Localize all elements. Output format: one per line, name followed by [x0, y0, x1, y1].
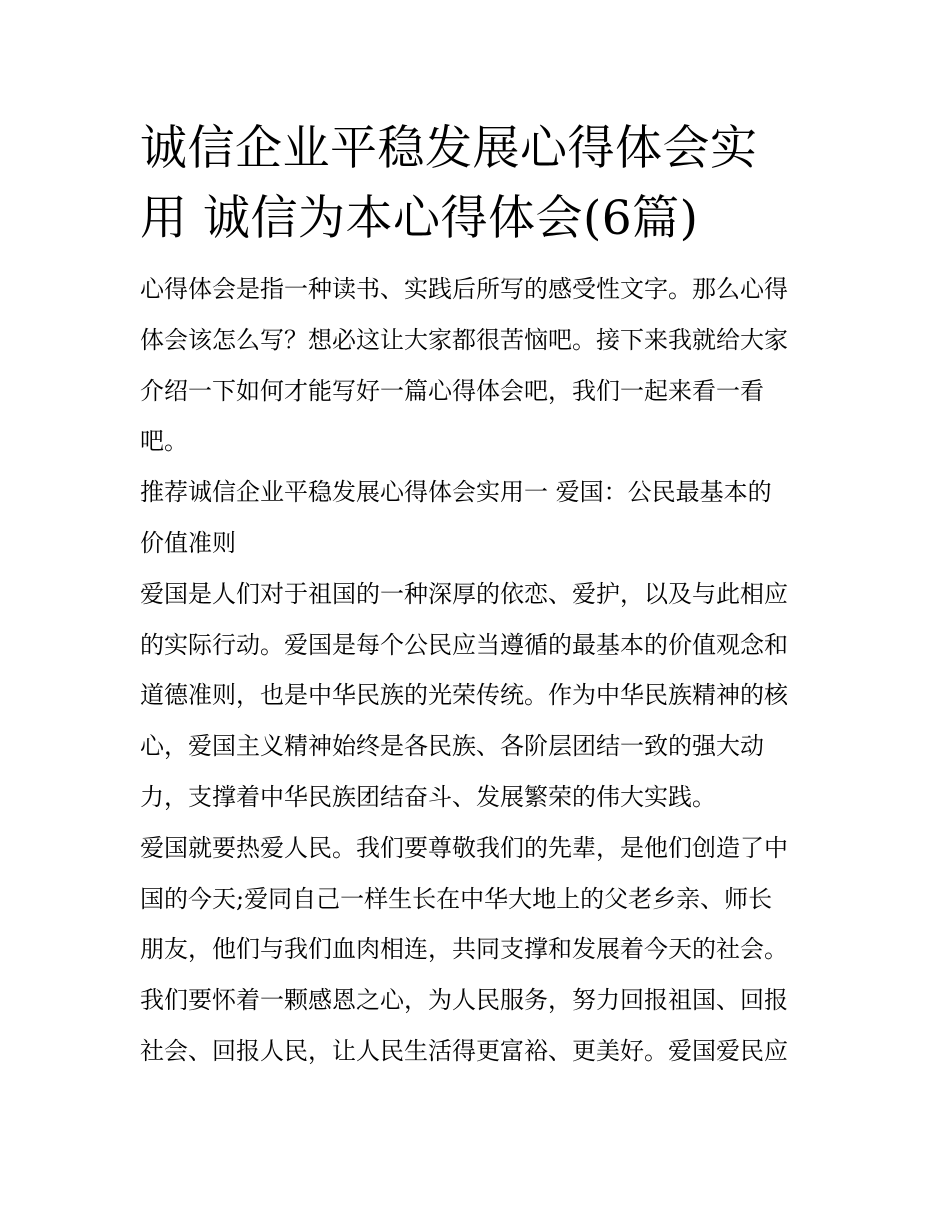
document-body — [140, 114, 812, 1077]
document-title: 诚信企业平稳发展心得体会实 用 诚信为本心得体会(6篇) — [140, 121, 758, 246]
body-paragraph: 爱国就要热爱人民。我们要尊敬我们的先辈，是他们创造了中 国的今天;爱同自己一样生长在中华大地上的父老乡亲、师长 朋友，他们与我们血肉相连，共同支撑和发展着今天的社会。 我们要怀着一颗感恩之心，为人民服务，努力回报祖国、回报 社会、回报人民，让人民生活得更富裕、更美好。爱国爱民应 — [140, 833, 788, 1065]
section-heading: 推荐诚信企业平稳发展心得体会实用一 爱国：公民最基本的 价值准则 — [140, 478, 772, 557]
intro-paragraph: 心得体会是指一种读书、实践后所写的感受性文字。那么心得 体会该怎么写？想必这让大家都很苦恼吧。接下来我就给大家 介绍一下如何才能写好一篇心得体会吧，我们一起来看一看 吧。 — [140, 275, 788, 456]
body-paragraph: 爱国是人们对于祖国的一种深厚的依恋、爱护，以及与此相应 的实际行动。爱国是每个公民应当遵循的最基本的价值观念和 道德准则，也是中华民族的光荣传统。作为中华民族精神的核 心，爱国主义精神始终是各民族、各阶层团结一致的强大动 力，支撑着中华民族团结奋斗、发展繁荣的伟大实践。 — [140, 579, 788, 811]
